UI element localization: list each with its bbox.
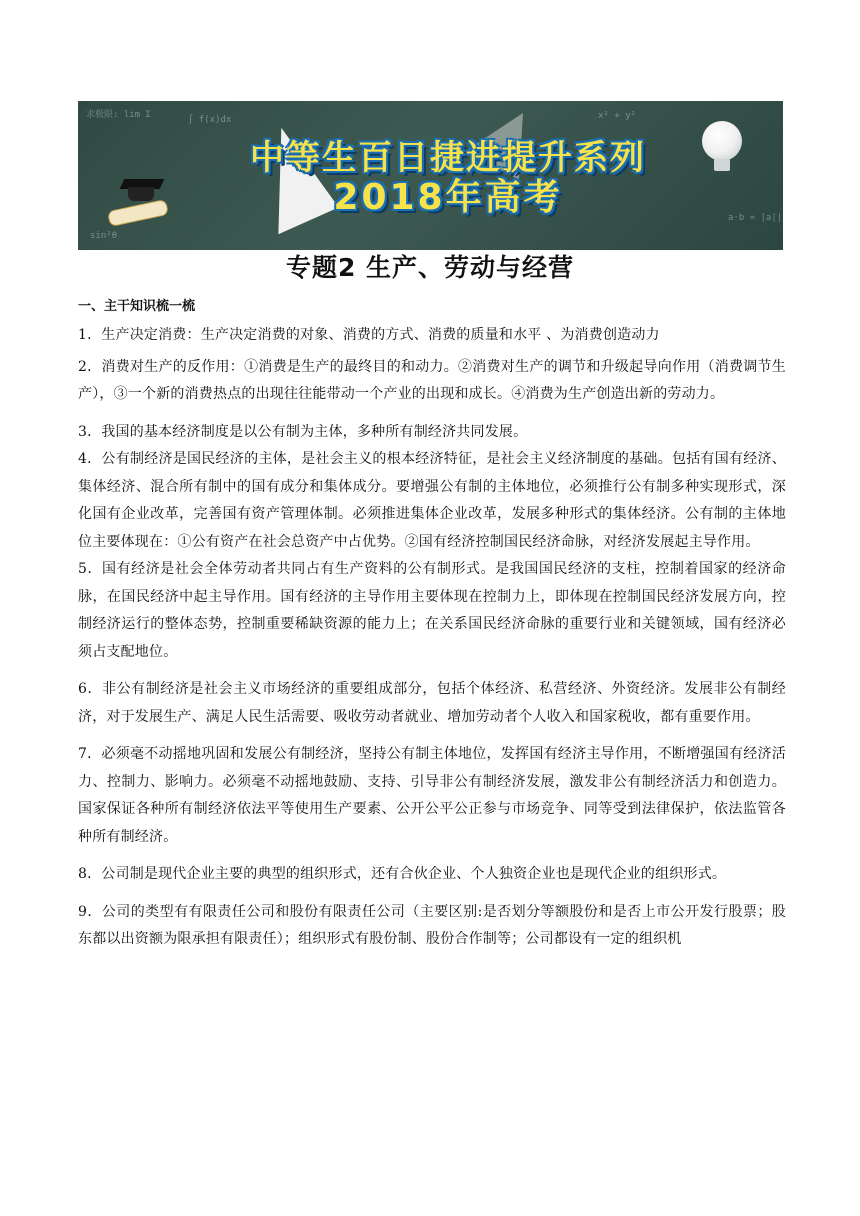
paragraph-6: 6．非公有制经济是社会主义市场经济的重要组成部分，包括个体经济、私营经济、外资经济。发展非公有制经济，对于发展生产、满足人民生活需要、吸收劳动者就业、增加劳动者个人收入和国家税收，都有重要作用。 (78, 681, 786, 725)
chalk-formula: ∫ f(x)dx (188, 115, 232, 125)
paragraph-3: 3．我国的基本经济制度是以公有制为主体，多种所有制经济共同发展。 (78, 423, 528, 440)
header-banner-image (78, 101, 794, 250)
paragraph-5: 5．国有经济是社会全体劳动者共同占有生产资料的公有制形式。是我国国民经济的支柱，控制着国家的经济命脉，在国民经济中起主导作用。国有经济的主导作用主要体现在控制力上，即体现在控制国民经济发展方向，控制经济运行的整体态势，控制重要稀缺资源的能力上；在关系国民经济命脉的重要行业和关键领域，国有经济必须占支配地位。 (78, 561, 786, 660)
banner-title-line2: 2018年高考 (333, 176, 563, 218)
paragraph-1: 1．生产决定消费：生产决定消费的对象、消费的方式、消费的质量和水平 、为消费创造动力 (78, 327, 660, 343)
document-body (78, 322, 786, 954)
light-bulb-base (714, 159, 730, 171)
banner-title-line1: 中等生百日捷进提升系列 (250, 138, 646, 178)
section-heading: 一、主干知识梳一梳 (78, 299, 196, 314)
light-bulb-icon (702, 121, 742, 161)
subject-title: 专题2 生产、劳动与经营 (285, 253, 575, 282)
paragraph-9: 9．公司的类型有有限责任公司和股份有限责任公司（主要区别:是否划分等额股份和是否上市公开发行股票；股东都以出资额为限承担有限责任）；组织形式有股份制、股份合作制等；公司都设有一定的组织机 (78, 903, 786, 947)
chalk-formula: 求极限: lim Σ (86, 110, 151, 120)
chalk-formula: x² + y² (598, 111, 636, 121)
banner-title (228, 138, 668, 218)
chalk-formula: a·b = |a||b| (728, 213, 794, 223)
paragraph-7: 7．必须毫不动摇地巩固和发展公有制经济，坚持公有制主体地位，发挥国有经济主导作用，不断增强国有经济活力、控制力、影响力。必须毫不动摇地鼓励、支持、引导非公有制经济发展，激发非公有制经济活力和创造力。国家保证各种所有制经济依法平等使用生产要素、公开公平公正参与市场竞争、同等受到法律保护，依法监管各种所有制经济。 (78, 746, 786, 845)
paragraph-8: 8．公司制是现代企业主要的典型的组织形式，还有合伙企业、个人独资企业也是现代企业的组织形式。 (78, 866, 727, 882)
graduation-cap-body (128, 187, 154, 201)
paragraph-4: 4．公有制经济是国民经济的主体，是社会主义的根本经济特征，是社会主义经济制度的基础。包括有国有经济、集体经济、混合所有制中的国有成分和集体成分。要增强公有制的主体地位，必须推行公有制多种实现形式，深化国有企业改革，完善国有资产管理体制。必须推进集体企业改革，发展多种形式的集体经济。公有制的主体地位主要体现在：①公有资产在社会总资产中占优势。②国有经济控制国民经济命脉，对经济发展起主导作用。 (78, 451, 786, 550)
diploma-scroll-icon (107, 199, 169, 227)
paragraph-2: 2．消费对生产的反作用：①消费是生产的最终目的和动力。②消费对生产的调节和升级起导向作用（消费调节生产），③一个新的消费热点的出现往往能带动一个产业的出现和成长。④消费为生产创造出新的劳动力。 (78, 358, 786, 402)
chalk-formula: sin²θ (90, 231, 118, 241)
